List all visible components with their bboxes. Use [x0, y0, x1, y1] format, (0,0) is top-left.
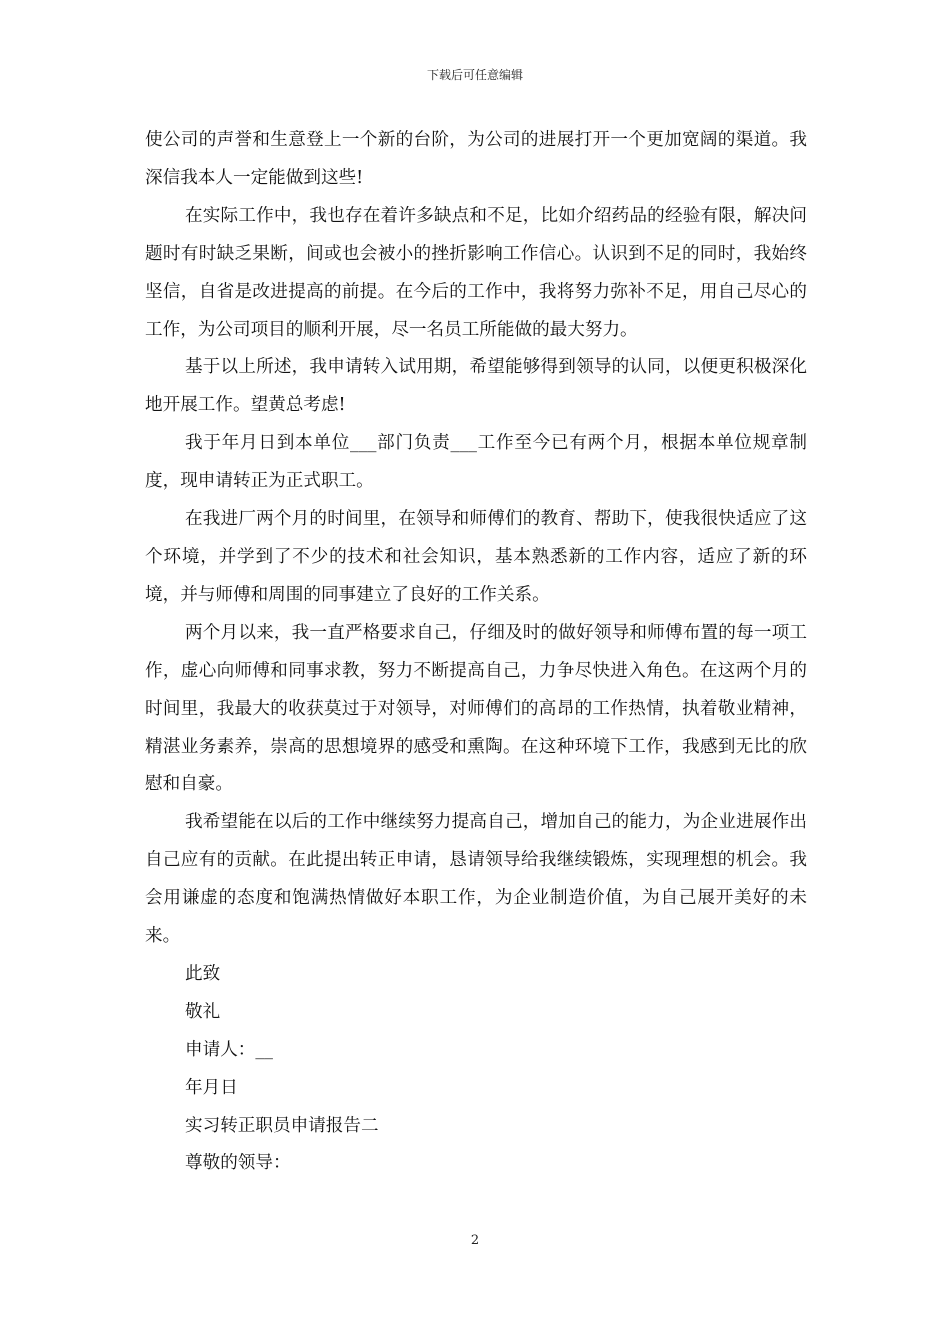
closing-cizhi: 此致 [185, 963, 221, 984]
paragraph-hopes: 我希望能在以后的工作中继续努力提高自己，增加自己的能力，为企业进展作出自己应有的贡献。在此提出转正申请，恳请领导给我继续锻炼，实现理想的机会。我会用谦虚的态度和饱满热情做好本职工作，为企业制造价值，为自己展开美好的未来。 [145, 812, 807, 947]
closing-jingli: 敬礼 [185, 1001, 221, 1022]
paragraph-continuation: 使公司的声誉和生意登上一个新的台阶，为公司的进展打开一个更加宽阔的渠道。我深信我本人一定能做到这些! [145, 130, 807, 188]
applicant-line: 申请人：__ [185, 1039, 273, 1060]
paragraph-two-months: 两个月以来，我一直严格要求自己，仔细及时的做好领导和师傅布置的每一项工作，虚心向师傅和同事求教，努力不断提高自己，力争尽快进入角色。在这两个月的时间里，我最大的收获莫过于对领导，对师傅们的高昂的工作热情，执着敬业精神，精湛业务素养，崇高的思想境界的感受和熏陶。在这种环境下工作，我感到无比的欣慰和自豪。 [145, 622, 807, 795]
document-body [145, 122, 807, 1183]
section-title: 实习转正职员申请报告二 [185, 1115, 379, 1136]
paragraph-joined-unit: 我于年月日到本单位___部门负责___工作至今已有两个月，根据本单位规章制度，现申请转正为正式职工。 [145, 433, 807, 492]
salutation: 尊敬的领导： [185, 1153, 291, 1174]
paragraph-request-probation: 基于以上所述，我申请转入试用期，希望能够得到领导的认同，以便更积极深化地开展工作。望黄总考虑! [145, 357, 807, 416]
paragraph-shortcomings: 在实际工作中，我也存在着许多缺点和不足，比如介绍药品的经验有限，解决问题时有时缺乏果断，间或也会被小的挫折影响工作信心。认识到不足的同时，我始终坚信，自省是改进提高的前提。在今后的工作中，我将努力弥补不足，用自己尽心的工作，为公司项目的顺利开展，尽一名员工所能做的最大努力。 [145, 205, 807, 340]
page-header: 下载后可任意编辑 [426, 68, 523, 82]
date-line: 年月日 [185, 1077, 238, 1098]
page-number: 2 [470, 1233, 480, 1248]
paragraph-adaptation: 在我进厂两个月的时间里，在领导和师傅们的教育、帮助下，使我很快适应了这个环境，并学到了不少的技术和社会知识，基本熟悉新的工作内容，适应了新的环境，并与师傅和周围的同事建立了良好的工作关系。 [145, 509, 807, 605]
